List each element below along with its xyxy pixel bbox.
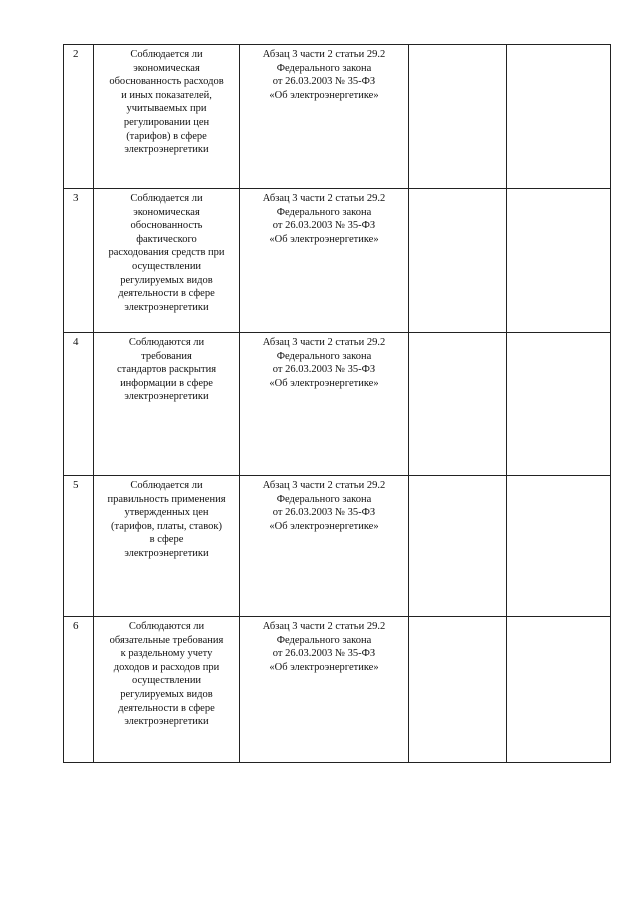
question-cell [94,189,240,333]
row-number: 6 [64,617,94,763]
document-page [63,44,610,763]
row-number: 4 [64,333,94,476]
table-row [64,617,611,763]
legal-reference-cell [240,617,409,763]
question-text: Соблюдается ли экономическая обоснованность фактического расходования средств при осуществлении регулируемых видов деятельности в сфере электроэнергетики [108,193,225,313]
question-cell [94,617,240,763]
legal-reference-cell [240,45,409,189]
row-number: 5 [64,476,94,617]
row-number: 3 [64,189,94,333]
answer-cell [409,333,507,476]
legal-reference-text: Абзац 3 части 2 статьи 29.2 Федерального закона от 26.03.2003 № 35-ФЗ «Об электроэнергетике» [262,480,386,532]
legal-reference-text: Абзац 3 части 2 статьи 29.2 Федерального закона от 26.03.2003 № 35-ФЗ «Об электроэнергетике» [262,337,386,389]
answer-cell [409,476,507,617]
note-cell [507,476,611,617]
legal-reference-cell [240,333,409,476]
checklist-table [63,44,611,763]
question-cell [94,476,240,617]
note-cell [507,45,611,189]
table-row [64,476,611,617]
legal-reference-text: Абзац 3 части 2 статьи 29.2 Федерального закона от 26.03.2003 № 35-ФЗ «Об электроэнергетике» [262,49,386,101]
question-text: Соблюдается ли экономическая обоснованность расходов и иных показателей, учитываемых при регулировании цен (тарифов) в сфере электроэнергетики [109,49,224,156]
legal-reference-cell [240,189,409,333]
note-cell [507,333,611,476]
question-cell [94,333,240,476]
question-cell [94,45,240,189]
question-text: Соблюдается ли правильность применения утвержденных цен (тарифов, платы, ставок) в сфере электроэнергетики [107,480,226,559]
table-row [64,189,611,333]
note-cell [507,189,611,333]
table-row [64,45,611,189]
legal-reference-text: Абзац 3 части 2 статьи 29.2 Федерального закона от 26.03.2003 № 35-ФЗ «Об электроэнергетике» [262,621,386,673]
legal-reference-cell [240,476,409,617]
answer-cell [409,45,507,189]
question-text: Соблюдаются ли требования стандартов раскрытия информации в сфере электроэнергетики [116,337,217,403]
answer-cell [409,617,507,763]
table-row [64,333,611,476]
question-text: Соблюдаются ли обязательные требования к раздельному учету доходов и расходов при осуществлении регулируемых видов деятельности в сфере электроэнергетики [109,621,224,728]
answer-cell [409,189,507,333]
row-number: 2 [64,45,94,189]
legal-reference-text: Абзац 3 части 2 статьи 29.2 Федерального закона от 26.03.2003 № 35-ФЗ «Об электроэнергетике» [262,193,386,245]
note-cell [507,617,611,763]
